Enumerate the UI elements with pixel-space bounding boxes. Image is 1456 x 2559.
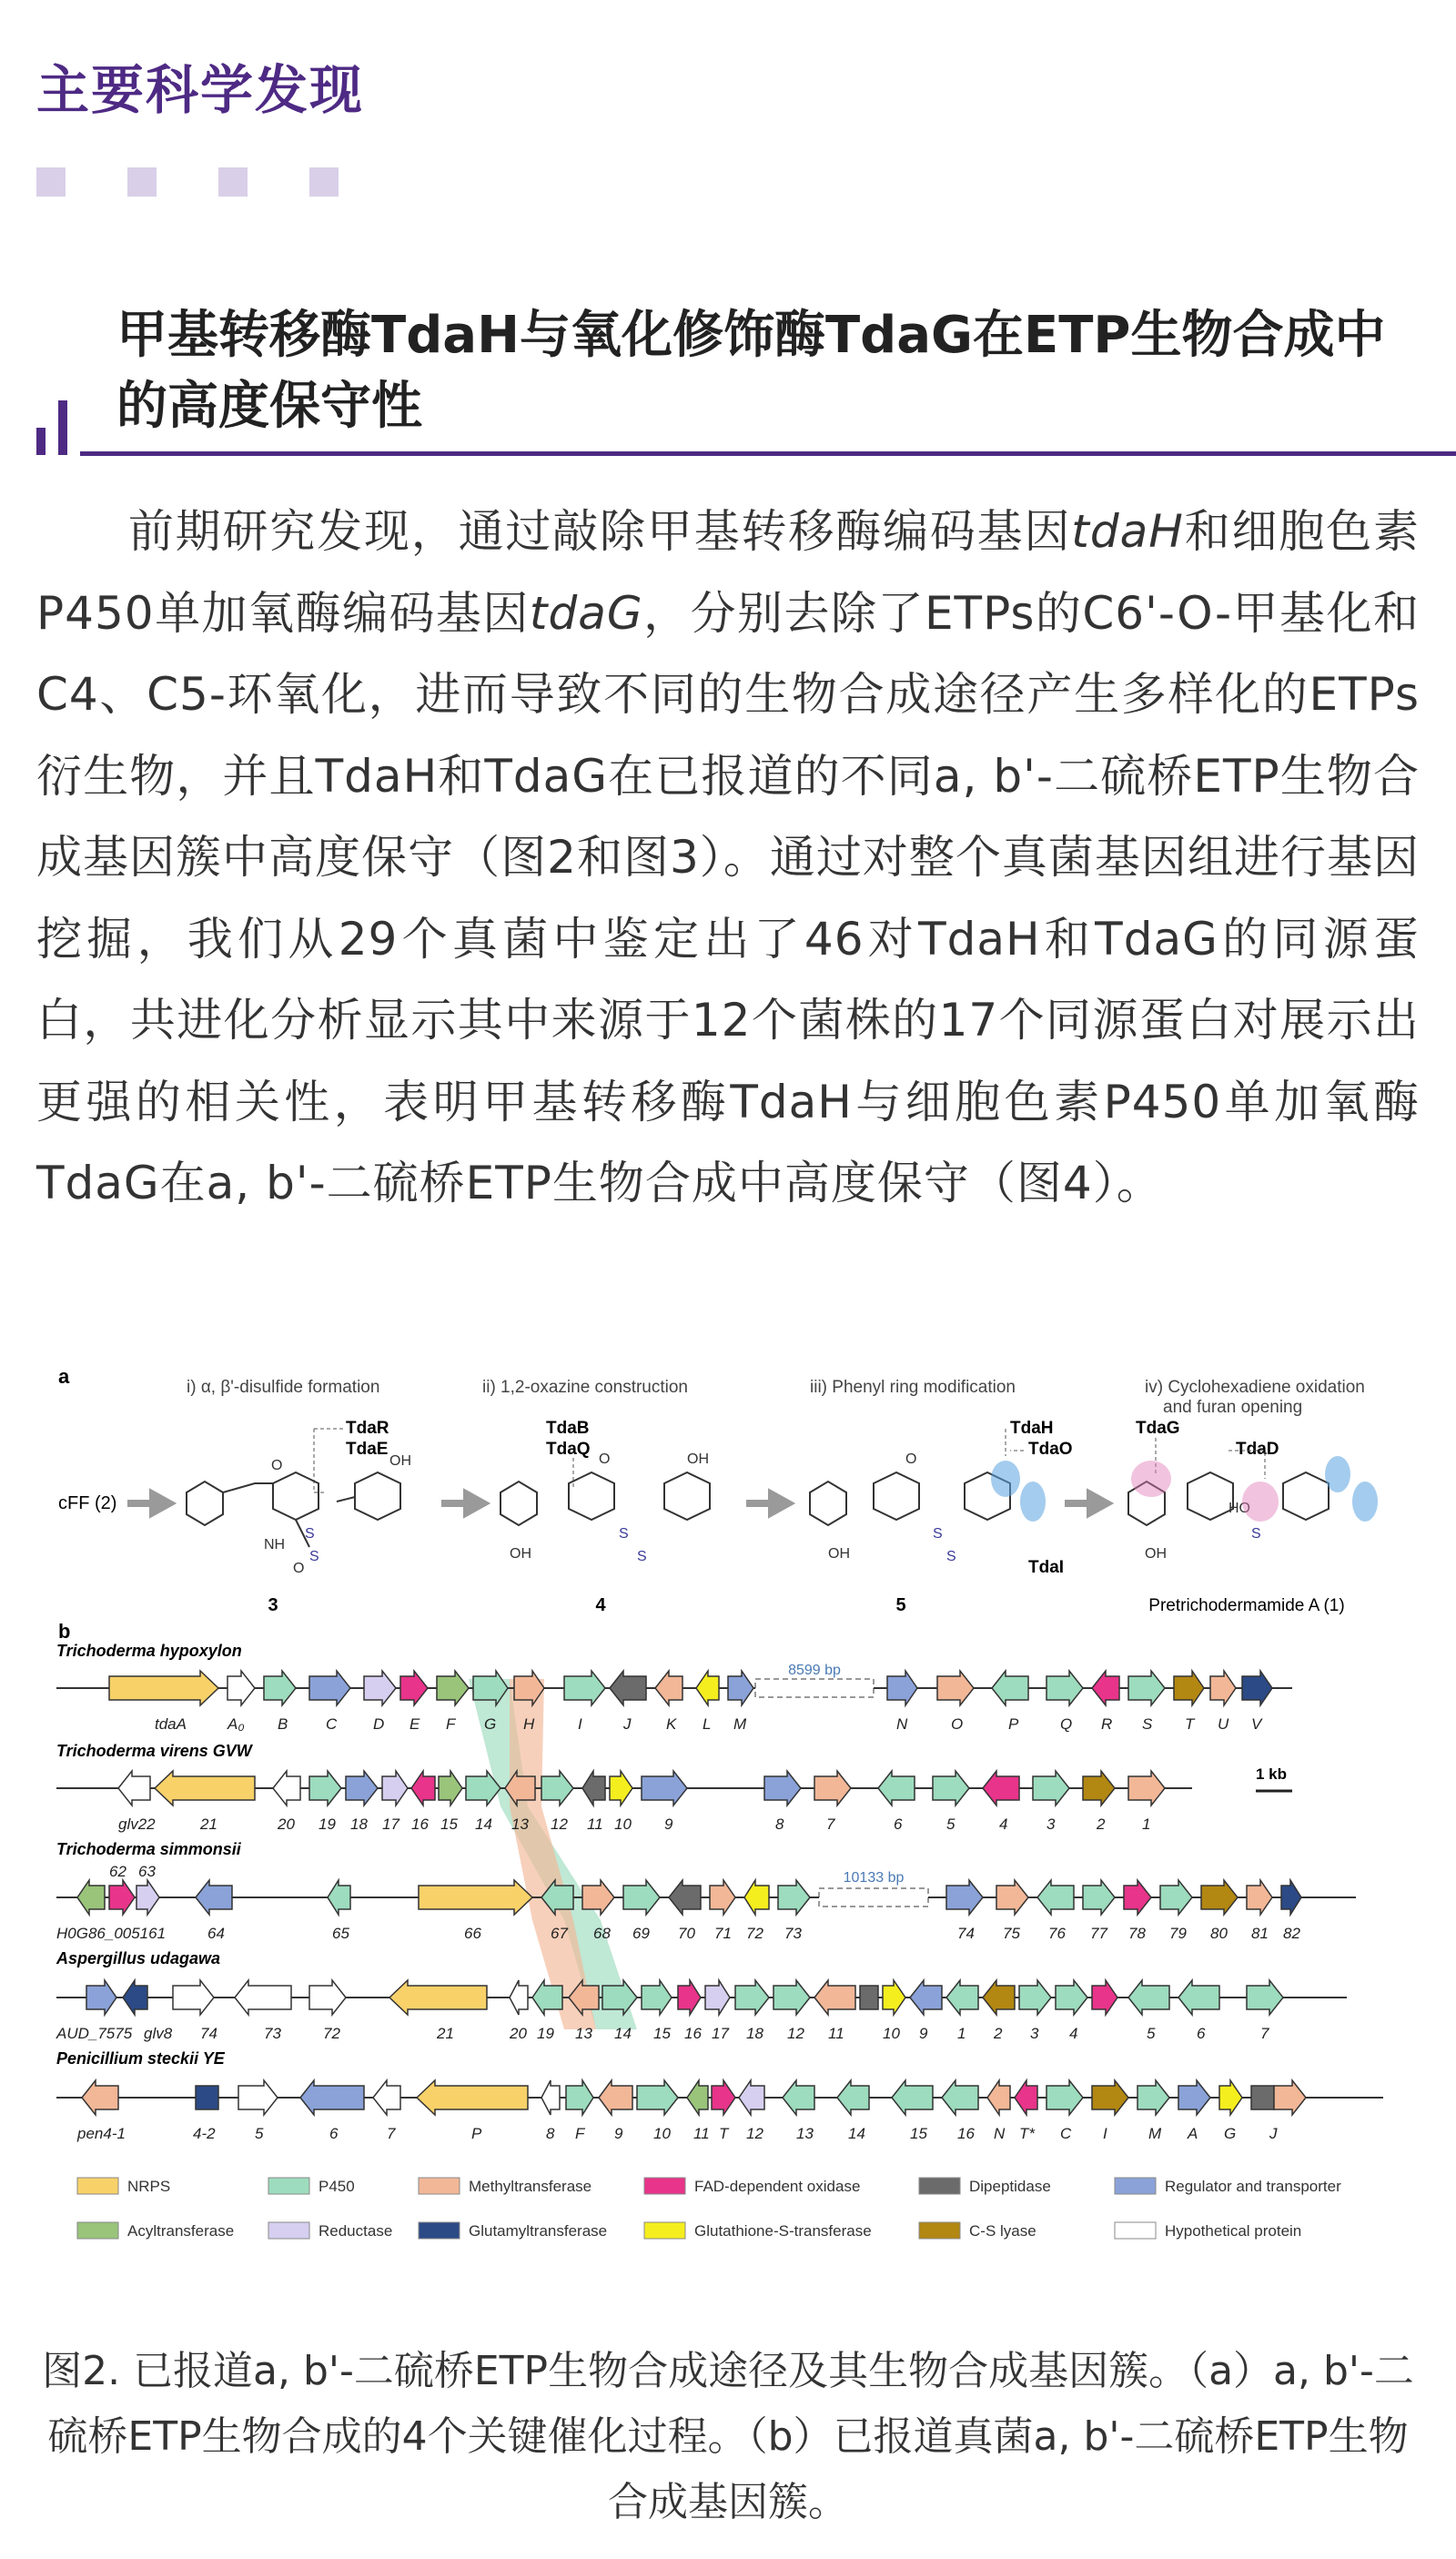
panel-b-label: b bbox=[58, 1620, 71, 1643]
svg-text:77: 77 bbox=[1090, 1925, 1107, 1942]
svg-text:15: 15 bbox=[653, 2025, 671, 2042]
svg-text:14: 14 bbox=[848, 2125, 865, 2142]
svg-text:L: L bbox=[703, 1715, 712, 1733]
svg-text:9: 9 bbox=[664, 1816, 673, 1833]
svg-text:C: C bbox=[326, 1715, 338, 1733]
svg-text:S: S bbox=[637, 1549, 647, 1564]
svg-text:J: J bbox=[1269, 2125, 1278, 2142]
svg-text:P: P bbox=[471, 2125, 482, 2142]
compound-4: 4 bbox=[595, 1595, 606, 1615]
svg-text:J: J bbox=[623, 1715, 632, 1733]
cluster-4-name: Aspergillus udagawa bbox=[56, 1949, 221, 1967]
svg-text:16: 16 bbox=[684, 2025, 702, 2042]
figure-2 bbox=[36, 1356, 1429, 2321]
svg-text:S: S bbox=[933, 1526, 943, 1542]
body-text-2: 和细胞色素P450单加氧酶编码基因 bbox=[36, 505, 1421, 640]
svg-text:63: 63 bbox=[138, 1863, 156, 1880]
svg-text:66: 66 bbox=[464, 1925, 481, 1942]
svg-text:1: 1 bbox=[1142, 1816, 1151, 1833]
svg-text:10: 10 bbox=[614, 1816, 632, 1833]
gene-tdaH: tdaH bbox=[1071, 505, 1184, 558]
svg-text:6: 6 bbox=[1197, 2025, 1206, 2042]
enzyme-tdaR: TdaR bbox=[346, 1419, 389, 1438]
svg-text:6: 6 bbox=[894, 1816, 903, 1833]
svg-text:16: 16 bbox=[957, 2125, 975, 2142]
svg-text:G: G bbox=[1224, 2125, 1237, 2142]
svg-text:T: T bbox=[719, 2125, 729, 2142]
compound-1: Pretrichodermamide A (1) bbox=[1148, 1596, 1345, 1615]
svg-text:B: B bbox=[278, 1715, 288, 1733]
svg-text:81: 81 bbox=[1251, 1925, 1269, 1942]
panel-a-label: a bbox=[58, 1365, 70, 1388]
enzyme-tdaO: TdaO bbox=[1028, 1440, 1073, 1459]
svg-text:P450: P450 bbox=[318, 2178, 355, 2195]
svg-text:69: 69 bbox=[632, 1925, 650, 1942]
svg-text:K: K bbox=[666, 1715, 677, 1733]
svg-text:U: U bbox=[1218, 1715, 1229, 1733]
svg-text:3: 3 bbox=[1046, 1816, 1056, 1833]
enzyme-tdaB: TdaB bbox=[546, 1419, 590, 1438]
svg-text:R: R bbox=[1101, 1715, 1113, 1733]
svg-text:OH: OH bbox=[510, 1546, 531, 1562]
svg-text:F: F bbox=[446, 1715, 456, 1733]
svg-text:73: 73 bbox=[264, 2025, 281, 2042]
svg-text:P: P bbox=[1008, 1715, 1019, 1733]
svg-text:Reductase: Reductase bbox=[318, 2222, 393, 2240]
svg-text:A₀: A₀ bbox=[228, 1715, 245, 1733]
svg-text:70: 70 bbox=[678, 1925, 695, 1942]
svg-text:A: A bbox=[1188, 2125, 1198, 2142]
svg-text:7: 7 bbox=[826, 1816, 835, 1833]
svg-text:M: M bbox=[733, 1715, 747, 1733]
step-4-label-line2: and furan opening bbox=[1163, 1398, 1303, 1417]
svg-text:15: 15 bbox=[440, 1816, 458, 1833]
compound-5: 5 bbox=[895, 1595, 906, 1615]
start-compound: cFF (2) bbox=[58, 1493, 117, 1513]
svg-text:10: 10 bbox=[653, 2125, 671, 2142]
svg-text:HO: HO bbox=[1228, 1501, 1250, 1516]
svg-text:I: I bbox=[1103, 2125, 1107, 2142]
svg-text:13: 13 bbox=[511, 1816, 529, 1833]
gene-legend bbox=[77, 2178, 1341, 2240]
cluster-2-name: Trichoderma virens GVW bbox=[56, 1742, 252, 1760]
svg-text:74: 74 bbox=[957, 1925, 975, 1942]
svg-text:OH: OH bbox=[687, 1451, 709, 1467]
enzyme-tdaI: TdaI bbox=[1028, 1558, 1065, 1577]
cluster-1-name: Trichoderma hypoxylon bbox=[56, 1642, 242, 1660]
svg-text:T*: T* bbox=[1019, 2125, 1035, 2142]
svg-text:11: 11 bbox=[828, 2025, 844, 2042]
svg-text:5: 5 bbox=[946, 1816, 956, 1833]
svg-text:14: 14 bbox=[614, 2025, 632, 2042]
svg-text:F: F bbox=[575, 2125, 585, 2142]
cluster-5-name: Penicillium steckii YE bbox=[56, 2049, 225, 2068]
svg-text:3: 3 bbox=[1030, 2025, 1039, 2042]
svg-text:Glutathione-S-transferase: Glutathione-S-transferase bbox=[694, 2222, 872, 2240]
cluster-3-gap: 10133 bp bbox=[843, 1870, 905, 1886]
step-4-label: iv) Cyclohexadiene oxidation bbox=[1145, 1378, 1365, 1397]
svg-text:D: D bbox=[373, 1715, 385, 1733]
svg-text:4: 4 bbox=[1069, 2025, 1078, 2042]
svg-text:74: 74 bbox=[200, 2025, 217, 2042]
svg-text:N: N bbox=[896, 1715, 908, 1733]
section-accent-bar bbox=[36, 428, 46, 455]
svg-text:Regulator and transporter: Regulator and transporter bbox=[1165, 2178, 1341, 2195]
svg-text:12: 12 bbox=[551, 1816, 568, 1833]
svg-text:4: 4 bbox=[999, 1816, 1008, 1833]
svg-text:13: 13 bbox=[575, 2025, 592, 2042]
svg-text:7: 7 bbox=[387, 2125, 396, 2142]
body-text-3: ，分别去除了ETPs的C6'-O-甲基化和C4、C5-环氧化，进而导致不同的生物合成途径产生多样化的ETPs衍生物，并且TdaH和TdaG在已报道的不同a, b'-二硫桥ETP生物合成基因簇中高度保守（图2和图3）。通过对整个真菌基因组进行基因挖掘，我们从29个真菌中鉴定出了46对TdaH和TdaG的同源蛋白，共进化分析显示其中来源于12个菌株的17个同源蛋白对展示出更强的相关性，表明甲基转移酶TdaH与细胞色素P450单加氧酶TdaG在a, b'-二硫桥ETP生物合成中高度保守（图4）。 bbox=[36, 586, 1420, 1209]
svg-text:71: 71 bbox=[714, 1925, 732, 1942]
svg-text:76: 76 bbox=[1048, 1925, 1066, 1942]
svg-text:6: 6 bbox=[329, 2125, 339, 2142]
svg-text:FAD-dependent oxidase: FAD-dependent oxidase bbox=[694, 2178, 861, 2195]
section-title: 甲基转移酶TdaH与氧化修饰酶TdaG在ETP生物合成中的高度保守性 bbox=[116, 306, 1386, 436]
svg-text:9: 9 bbox=[614, 2125, 623, 2142]
svg-text:glv22: glv22 bbox=[118, 1816, 156, 1833]
section-divider bbox=[80, 451, 1456, 456]
svg-text:8: 8 bbox=[775, 1816, 784, 1833]
svg-text:5: 5 bbox=[255, 2125, 264, 2142]
svg-text:AUD_7575: AUD_7575 bbox=[56, 2025, 133, 2042]
svg-text:OH: OH bbox=[1145, 1546, 1167, 1562]
svg-text:17: 17 bbox=[382, 1816, 399, 1833]
svg-text:O: O bbox=[293, 1561, 305, 1576]
svg-text:9: 9 bbox=[919, 2025, 928, 2042]
svg-text:8: 8 bbox=[546, 2125, 555, 2142]
svg-text:M: M bbox=[1148, 2125, 1162, 2142]
svg-text:10: 10 bbox=[883, 2025, 900, 2042]
svg-text:79: 79 bbox=[1169, 1925, 1187, 1942]
svg-text:glv8: glv8 bbox=[144, 2025, 173, 2042]
svg-text:pen4-1: pen4-1 bbox=[77, 2125, 126, 2142]
svg-text:72: 72 bbox=[746, 1925, 763, 1942]
svg-text:V: V bbox=[1251, 1715, 1262, 1733]
svg-text:19: 19 bbox=[318, 1816, 336, 1833]
svg-text:OH: OH bbox=[828, 1546, 850, 1562]
svg-text:5: 5 bbox=[1147, 2025, 1156, 2042]
svg-text:H: H bbox=[523, 1715, 535, 1733]
body-paragraph bbox=[36, 491, 1420, 1225]
compound-3: 3 bbox=[268, 1595, 278, 1615]
step-1-label: i) α, β'-disulfide formation bbox=[187, 1378, 380, 1397]
svg-text:Dipeptidase: Dipeptidase bbox=[969, 2178, 1051, 2195]
svg-text:21: 21 bbox=[200, 1816, 217, 1833]
enzyme-tdaD: TdaD bbox=[1236, 1440, 1279, 1459]
svg-text:G: G bbox=[484, 1715, 497, 1733]
svg-text:O: O bbox=[905, 1451, 917, 1467]
svg-text:20: 20 bbox=[510, 2025, 527, 2042]
page-header-title: 主要科学发现 bbox=[36, 59, 365, 121]
enzyme-tdaE: TdaE bbox=[346, 1440, 389, 1459]
svg-text:11: 11 bbox=[693, 2125, 710, 2142]
enzyme-tdaH: TdaH bbox=[1010, 1419, 1054, 1438]
section-accent-bar bbox=[58, 400, 67, 455]
svg-text:Hypothetical protein: Hypothetical protein bbox=[1165, 2222, 1302, 2240]
svg-text:72: 72 bbox=[323, 2025, 340, 2042]
svg-text:73: 73 bbox=[784, 1925, 802, 1942]
svg-text:O: O bbox=[951, 1715, 964, 1733]
cluster-3-name: Trichoderma simmonsii bbox=[56, 1840, 241, 1858]
step-2-label: ii) 1,2-oxazine construction bbox=[482, 1378, 688, 1397]
svg-text:H0G86_005161: H0G86_005161 bbox=[56, 1925, 167, 1942]
svg-text:75: 75 bbox=[1003, 1925, 1020, 1942]
svg-text:Methyltransferase: Methyltransferase bbox=[469, 2178, 592, 2195]
svg-text:T: T bbox=[1185, 1715, 1195, 1733]
svg-text:62: 62 bbox=[109, 1863, 126, 1880]
svg-text:N: N bbox=[994, 2125, 1006, 2142]
svg-text:Acyltransferase: Acyltransferase bbox=[127, 2222, 235, 2240]
svg-text:4-2: 4-2 bbox=[193, 2125, 216, 2142]
svg-text:11: 11 bbox=[587, 1816, 603, 1833]
decorative-dots bbox=[36, 167, 400, 200]
svg-text:tdaA: tdaA bbox=[155, 1715, 187, 1733]
svg-text:2: 2 bbox=[994, 2025, 1003, 2042]
svg-text:O: O bbox=[271, 1458, 283, 1473]
body-text-1: 前期研究发现，通过敲除甲基转移酶编码基因 bbox=[127, 505, 1072, 558]
svg-text:20: 20 bbox=[278, 1816, 295, 1833]
scale-bar-label: 1 kb bbox=[1256, 1765, 1288, 1783]
svg-text:12: 12 bbox=[787, 2025, 804, 2042]
svg-text:S: S bbox=[619, 1526, 629, 1542]
svg-text:65: 65 bbox=[332, 1925, 349, 1942]
svg-text:I: I bbox=[578, 1715, 582, 1733]
svg-text:18: 18 bbox=[746, 2025, 763, 2042]
svg-text:14: 14 bbox=[475, 1816, 492, 1833]
svg-text:12: 12 bbox=[746, 2125, 763, 2142]
gene-tdaG: tdaG bbox=[529, 586, 643, 640]
svg-text:Q: Q bbox=[1060, 1715, 1073, 1733]
svg-text:64: 64 bbox=[207, 1925, 225, 1942]
svg-text:68: 68 bbox=[593, 1925, 611, 1942]
svg-text:E: E bbox=[410, 1715, 420, 1733]
svg-text:S: S bbox=[309, 1549, 319, 1564]
svg-text:OH: OH bbox=[389, 1453, 411, 1469]
svg-text:2: 2 bbox=[1097, 1816, 1106, 1833]
svg-text:80: 80 bbox=[1210, 1925, 1228, 1942]
svg-text:67: 67 bbox=[551, 1925, 568, 1942]
cluster-1-gap: 8599 bp bbox=[788, 1663, 841, 1678]
svg-text:O: O bbox=[599, 1451, 611, 1467]
svg-text:S: S bbox=[305, 1526, 315, 1542]
svg-text:NH: NH bbox=[264, 1537, 286, 1553]
svg-text:17: 17 bbox=[712, 2025, 729, 2042]
svg-text:S: S bbox=[946, 1549, 956, 1564]
svg-text:13: 13 bbox=[796, 2125, 814, 2142]
svg-text:1: 1 bbox=[957, 2025, 966, 2042]
enzyme-tdaQ: TdaQ bbox=[546, 1440, 591, 1459]
svg-text:78: 78 bbox=[1128, 1925, 1146, 1942]
svg-text:7: 7 bbox=[1260, 2025, 1269, 2042]
svg-text:S: S bbox=[1251, 1526, 1261, 1542]
step-3-label: iii) Phenyl ring modification bbox=[810, 1378, 1016, 1397]
svg-text:Glutamyltransferase: Glutamyltransferase bbox=[469, 2222, 608, 2240]
svg-text:82: 82 bbox=[1283, 1925, 1300, 1942]
svg-text:NRPS: NRPS bbox=[127, 2178, 171, 2195]
svg-text:15: 15 bbox=[910, 2125, 927, 2142]
svg-text:21: 21 bbox=[437, 2025, 454, 2042]
svg-text:16: 16 bbox=[411, 1816, 429, 1833]
svg-text:S: S bbox=[1142, 1715, 1153, 1733]
svg-text:C: C bbox=[1060, 2125, 1072, 2142]
figure-caption: 图2. 已报道a, b'-二硫桥ETP生物合成途径及其生物合成基因簇。（a）a, b'-二硫桥ETP生物合成的4个关键催化过程。（b）已报道真菌a, b'-二硫桥ETP生物合成基因簇。 bbox=[42, 2348, 1414, 2525]
svg-text:19: 19 bbox=[537, 2025, 554, 2042]
svg-text:18: 18 bbox=[350, 1816, 368, 1833]
svg-text:C-S lyase: C-S lyase bbox=[969, 2222, 1036, 2240]
enzyme-tdaG: TdaG bbox=[1136, 1419, 1180, 1438]
